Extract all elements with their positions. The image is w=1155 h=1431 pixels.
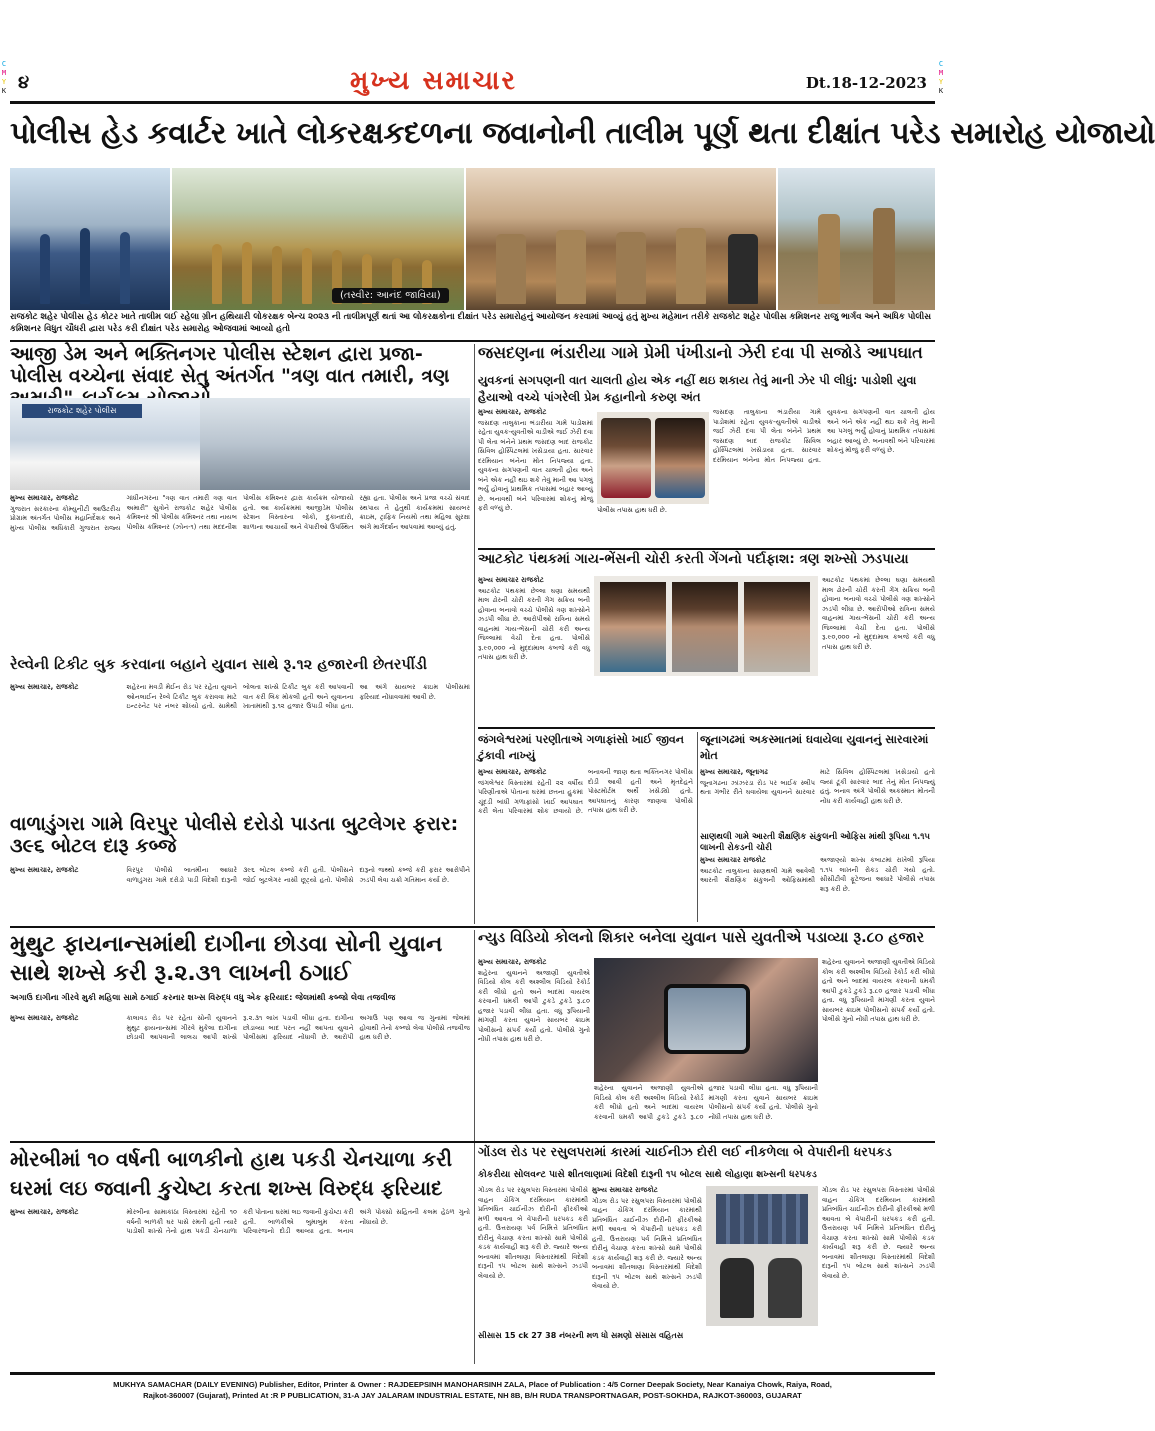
page-number: ૪	[18, 72, 30, 93]
registration-marks-left: C M Y K	[1, 60, 7, 95]
masthead	[10, 62, 935, 104]
award-photo	[778, 168, 935, 310]
lead-photo-strip	[10, 168, 935, 310]
jasdan-photo-caption: પોલીસ તપાસ હાથ ધરી છે.	[597, 506, 667, 514]
column-divider	[697, 732, 698, 922]
morbi-headline: મોરબીમાં ૧૦ વર્ષની બાળકીનો હાથ પકડી ચેનચાળા કરી ઘરમાં લઇ જવાની કુચેષ્ટા કરતા શખ્સ વિરુદ્ધ ફરિયાદ	[10, 1147, 453, 1200]
jungle-body: મુખ્ય સમાચાર, રાજકોટ જંગલેશ્વર વિસ્તારમાં રહેતી ૨૨ વર્ષીય પરિણીતાએ પોતાના ઘરમાં છતના હુકમાં ચૂંદડી બાંધી ગળાફાંસો ખાઈ આપઘાત કરી લેતા પરિવારમાં શોક છવાયો છે. બનાવની જાણ થતા ભક્તિનગર પોલીસ દોડી આવી હતી અને મૃતદેહને પોસ્ટમોર્ટમ અર્થે ખસેડ્યો હતો. આપઘાતનું કારણ જાણવા પોલીસે તપાસ હાથ ધરી છે.	[478, 768, 693, 815]
aji-byline: મુખ્ય સમાચાર, રાજકોટ	[10, 494, 79, 502]
jasdan-photos	[597, 412, 709, 504]
nude-call-body-left: મુખ્ય સમાચાર, રાજકોટ શહેરના યુવાનને અજાણી યુવતીએ વિડિયો કોલ કરી અશ્લીલ વિડિયો રેકોર્ડ કરી લીધો હતો અને બાદમાં વાયરલ કરવાની ધમકી આપી ટુકડે ટુકડે રૂ.૮૦ હજાર પડાવી લીધા હતા. વધુ રૂપિયાની માંગણી કરતા યુવાને સાયબર ક્રાઇમ પોલીસનો સંપર્ક કર્યો હતો. પોલીસે ગુનો નોંધી તપાસ હાથ ધરી છે.	[478, 958, 590, 1043]
jasdan-byline: મુખ્ય સમાચાર, રાજકોટ	[478, 408, 547, 416]
junagadh-headline: જૂનાગઢમાં અકસ્માતમાં ઘવાયેલા યુવાનનું સારવારમાં મોત	[700, 733, 929, 762]
imprint-line-1: MUKHYA SAMACHAR (DAILY EVENING) Publisher, Editor, Printer & Owner : RAJDEEPSINH MANOHARSINH ZALA, Place of Publication : 4/5 Corner Deepak Society, Near Kanaiya Chowk, Raiya, Road,	[113, 1380, 832, 1389]
savli-headline: સાણથલી ગામે આરતી શૈક્ષણિક સંકુલની ઓફિસ માંથી રૂપિયા ૧.૧૫ લાખની રોકડની ચોરી	[700, 832, 930, 853]
divider	[478, 727, 935, 729]
divider	[10, 1141, 935, 1143]
imprint-line-2: Rajkot-360007 (Gujarat), Printed At :R P PUBLICATION, 31-A JAY JALARAM INDUSTRIAL ESTATE, NH 8B, B/H RUDA TRANSPORTNAGAR, POST-SOKHDA, RAJKOT-360003, GUJARAT	[143, 1391, 802, 1400]
jasdan-body-right: જસદણ તાલુકાના ભંડારીયા ગામે પાડોશમાં રહેતા યુવક-યુવતીએ વાડીએ જઈ ઝેરી દવા પી લેતા બંનેને પ્રથમ જસદણ બાદ રાજકોટ સિવિલ હોસ્પિટલમાં ખસેડાયા હતા. સારવાર દરમિયાન બંનેના મોત નિપજ્યા હતા. યુવકના સગપણની વાત ચાલતી હોય અને બંને એક નહીં થઇ શકે તેવું માની આ પગલું ભર્યું હોવાનું પ્રાથમિક તપાસમાં બહાર આવ્યું છે. બનાવથી બંને પરિવારમાં શોકનું મોજું ફરી વળ્યું છે.	[713, 408, 935, 464]
muthoot-body: મુખ્ય સમાચાર, રાજકોટ કાલાવડ રોડ પર રહેતા સોની યુવાનને મુથુટ ફાયનાન્સમાં ગીરવે મુકેલા દાગીના છોડાવી આપવાની લાલચ આપી શખ્સે રૂ.૨.૩૧ લાખ પડાવી લીધા હતા. દાગીના છોડાવ્યા બાદ પરત નહીં આપતા યુવાને પોલીસમાં ફરિયાદ નોંધાવી છે. આરોપી અગાઉ પણ આવા જ ગુનામાં જેલમાં હોવાથી તેનો કબ્જો લેવા પોલીસે તજવીજ હાથ ધરી છે.	[10, 1014, 470, 1041]
registration-marks-right: C M Y K	[938, 60, 944, 95]
junagadh-byline: મુખ્ય સમાચાર, જૂનાગઢ	[700, 768, 768, 776]
muthoot-byline: મુખ્ય સમાચાર, રાજકોટ	[10, 1014, 79, 1022]
jasdan-headline: જસદણના ભંડારીયા ગામે પ્રેમી પંખીડાનો ઝેરી દવા પી સજોડે આપઘાત	[478, 343, 923, 362]
jungle-byline: મુખ્ય સમાચાર, રાજકોટ	[478, 768, 547, 776]
aji-event-photo	[10, 398, 470, 490]
column-divider	[474, 930, 475, 1364]
divider	[478, 548, 935, 550]
atkot-accused-photos	[594, 576, 818, 676]
gondal-footnote: સીસાસ 15 ck 27 38 નંબરની મળ ધો સમણો સંસાસ વહિતસ	[478, 1331, 684, 1340]
nude-call-headline: ન્યુડ વિડિયો કોલનો શિકાર બનેલા યુવાન પાસે યુવતીએ પડાવ્યા રૂ.૮૦ હજાર	[478, 930, 925, 946]
atkot-byline: મુખ્ય સમાચાર રાજકોટ	[478, 576, 544, 584]
atkot-body-right: આટકોટ પંથકમાં છેલ્લા ઘણા સમયથી માલ ઢોરની ચોરી કરતી ગેંગ સક્રિય બની હોવાના બનાવો વચ્ચે પોલીસે ત્રણ શખ્સોને ઝડપી લીધા છે. આરોપીઓ રાત્રિના સમયે વાહનમાં ગાય-ભેંસની ચોરી કરી અન્ય જિલ્લામાં વેચી દેતા હતા. પોલીસે રૂ.૯૦,૦૦૦ નો મુદ્દામાલ કબજે કરી વધુ તપાસ હાથ ધરી છે.	[822, 576, 935, 651]
railway-byline: મુખ્ય સમાચાર, રાજકોટ	[10, 683, 79, 691]
nude-call-body-right: શહેરના યુવાનને અજાણી યુવતીએ વિડિયો કોલ કરી અશ્લીલ વિડિયો રેકોર્ડ કરી લીધો હતો અને બાદમાં વાયરલ કરવાની ધમકી આપી ટુકડે ટુકડે રૂ.૮૦ હજાર પડાવી લીધા હતા. વધુ રૂપિયાની માંગણી કરતા યુવાને સાયબર ક્રાઇમ પોલીસનો સંપર્ક કર્યો હતો. પોલીસે ગુનો નોંધી તપાસ હાથ ધરી છે.	[822, 958, 935, 1023]
vadadungra-headline: વાળાડુંગરા ગામે વિરપુર પોલીસે દરોડો પાડતા બુટલેગર ફરાર: ૩૯૬ બોટલ દારૂ કબ્જે	[10, 813, 459, 857]
savli-byline: મુખ્ય સમાચાર રાજકોટ	[700, 856, 766, 864]
phone-video-call-image	[594, 958, 818, 1082]
gondal-body-left: ગોંડલ રોડ પર રસુલપરા વિસ્તારમાં પોલીસે વાહન ચેકિંગ દરમિયાન કારમાંથી પ્રતિબંધિત ચાઈનીઝ દોરીની ફીરકીઓ મળી આવતા બે વેપારીની ધરપકડ કરી હતી. ઉત્તરાયણ પર્વ નિમિત્તે પ્રતિબંધિત દોરીનું વેચાણ કરતા શખ્સો સામે પોલીસે કડક કાર્યવાહી શરૂ કરી છે. જ્યારે અન્ય બનાવમાં શીતલાણા વિસ્તારમાંથી વિદેશી દારૂની ૧૫ બોટલ સાથે શખ્સને ઝડપી લેવાયો છે.	[478, 1186, 588, 1280]
gondal-headline: ગોંડલ રોડ પર રસુલપરામાં કારમાં ચાઈનીઝ દોરી લઈ નીકળેલા બે વેપારીની ધરપકડ	[478, 1144, 892, 1159]
junagadh-body: મુખ્ય સમાચાર, જૂનાગઢ જૂનાગઢના ઝાંઝરડા રોડ પર બાઈક સ્લીપ થતા ગંભીર રીતે ઘવાયેલા યુવાનને સારવાર માટે સિવિલ હોસ્પિટલમાં ખસેડાયો હતો જ્યાં ટૂંકી સારવાર બાદ તેનું મોત નિપજ્યું હતું. બનાવ અંગે પોલીસે અકસ્માત મોતની નોંધ કરી કાર્યવાહી હાથ ધરી છે.	[700, 768, 935, 805]
column-divider	[474, 344, 475, 924]
lead-photo-caption: રાજકોટ શહેર પોલીસ હેડ કોટર ખાતે તાલીમ લઈ રહેલા ગ્રીન હથિયારી લોકરક્ષક બેન્ચ ૨૦૨૩ ની તાલીમપૂર્ણ થતાં આ લોકરક્ષકોના દીક્ષાંત પરેડ સમારોહનું આયોજન કરવામાં આવ્યું હતું મુખ્ય મહેમાન તરીકે રાજકોટ શહેર પોલીસ કમિશનર રાજુ ભાર્ગવ અને અધિક પોલીસ કમિશનર વિધુત ચૌધરી દ્વારા પરેડ કરી દીક્ષાંત પરેડ સમારોહ ઓજવામાં આવ્યો હતો	[10, 312, 932, 334]
muthoot-subhead: અગાઉ દાગીના ગીરવે મુકી મહિલા સામે ઠગાઈ કરનાર શખ્સ વિરુદ્ધ વધુ એક ફરિયાદ: જેલમાંથી કબ્જો લેવા તજવીજ	[10, 992, 396, 1002]
jasdan-subhead: યુવકનાં સગપણની વાત ચાલતી હોય એક નહીં થઇ શકાય તેવું માની ઝેર પી લીધું: પાડોશી યુવા હૈયાઓ વચ્ચે પાંગરેલી પ્રેમ કહાનીનો કરુણ અંત	[478, 373, 917, 404]
gondal-subhead: કોકરીયા સોલવન્ટ પાસે શીતલાણામાં વિદેશી દારૂની ૧૫ બોટલ સાથે લોહાણા શખ્સની ધરપકડ	[478, 1169, 817, 1180]
imprint-footer	[10, 1372, 935, 1401]
jasdan-body-left: મુખ્ય સમાચાર, રાજકોટ જસદણ તાલુકાના ભંડારીયા ગામે પાડોશમાં રહેતા યુવક-યુવતીએ વાડીએ જઈ ઝેરી દવા પી લેતા બંનેને પ્રથમ જસદણ બાદ રાજકોટ સિવિલ હોસ્પિટલમાં ખસેડાયા હતા. સારવાર દરમિયાન બંનેના મોત નિપજ્યા હતા. યુવકના સગપણની વાત ચાલતી હોય અને બંને એક નહીં થઇ શકે તેવું માની આ પગલું ભર્યું હોવાનું પ્રાથમિક તપાસમાં બહાર આવ્યું છે. બનાવથી બંને પરિવારમાં શોકનું મોજું ફરી વળ્યું છે.	[478, 408, 593, 512]
jungle-headline: જંગલેશ્વરમાં પરણીતાએ ગળાફાંસો ખાઈ જીવન ટુંકાવી નાખ્યું	[478, 733, 684, 762]
railway-body: મુખ્ય સમાચાર, રાજકોટ શહેરના મવડી મેઈન રોડ પર રહેતા યુવાને ઓનલાઈન રેલ્વે ટિકીટ બુક કરાવવા માટે ઇન્ટરનેટ પર નંબર શોધ્યો હતો. સામેથી બોલતા શખ્સે ટિકીટ બુક કરી આપવાની વાત કરી લિંક મોકલી હતી અને યુવાનના ખાતામાંથી રૂ.૧૨ હજાર ઉપાડી લીધા હતા. આ અંગે સાયબર ક્રાઇમ પોલીસમાં ફરિયાદ નોંધાવવામાં આવી છે.	[10, 683, 470, 710]
morbi-body: મુખ્ય સમાચાર, રાજકોટ મોરબીના સામાકાંઠા વિસ્તારમાં રહેતી ૧૦ વર્ષની બાળકી ઘર પાસે રમતી હતી ત્યારે પાડોશી શખ્સે તેનો હાથ પકડી ચેનચાળા કરી પોતાના ઘરમાં લઇ જવાની કુચેષ્ટા કરી હતી. બાળકીએ બુમાબુમ કરતા પરિવારજનો દોડી આવ્યા હતા. બનાવ અંગે પોક્સો સહિતની કલમ હેઠળ ગુનો નોંધાયો છે.	[10, 1208, 470, 1235]
issue-date: Dt.18-12-2023	[805, 74, 927, 92]
gondal-body-right: ગોંડલ રોડ પર રસુલપરા વિસ્તારમાં પોલીસે વાહન ચેકિંગ દરમિયાન કારમાંથી પ્રતિબંધિત ચાઈનીઝ દોરીની ફીરકીઓ મળી આવતા બે વેપારીની ધરપકડ કરી હતી. ઉત્તરાયણ પર્વ નિમિત્તે પ્રતિબંધિત દોરીનું વેચાણ કરતા શખ્સો સામે પોલીસે કડક કાર્યવાહી શરૂ કરી છે. જ્યારે અન્ય બનાવમાં શીતલાણા વિસ્તારમાંથી વિદેશી દારૂની ૧૫ બોટલ સાથે શખ્સને ઝડપી લેવાયો છે.	[822, 1186, 935, 1280]
dignitaries-photo	[466, 168, 776, 310]
photo-credit: (તસ્વીર: આનંદ જાવિયા)	[332, 288, 449, 303]
vadadungra-body: મુખ્ય સમાચાર, રાજકોટ વિરપુર પોલીસે બાતમીના આધારે વાળાડુંગરા ગામે દરોડો પાડી વિદેશી દારૂની ૩૯૬ બોટલ કબ્જે કરી હતી. પોલીસને જોઈ બુટલેગર નાસી છૂટ્યો હતો. પોલીસે દારૂનો જથ્થો કબ્જે કરી ફરાર આરોપીને ઝડપી લેવા ચક્રો ગતિમાન કર્યા છે.	[10, 866, 470, 884]
atkot-headline: આટકોટ પંથકમાં ગાય-ભેંસની ચોરી કરતી ગેંગનો પર્દાફાશ: ત્રણ શખ્સો ઝડપાયા	[478, 551, 909, 567]
parade-photo-1	[10, 168, 170, 310]
atkot-body-left: મુખ્ય સમાચાર રાજકોટ આટકોટ પંથકમાં છેલ્લા ઘણા સમયથી માલ ઢોરની ચોરી કરતી ગેંગ સક્રિય બની હોવાના બનાવો વચ્ચે પોલીસે ત્રણ શખ્સોને ઝડપી લીધા છે. આરોપીઓ રાત્રિના સમયે વાહનમાં ગાય-ભેંસની ચોરી કરી અન્ય જિલ્લામાં વેચી દેતા હતા. પોલીસે રૂ.૯૦,૦૦૦ નો મુદ્દામાલ કબજે કરી વધુ તપાસ હાથ ધરી છે.	[478, 576, 590, 661]
nude-call-body-middle: શહેરના યુવાનને અજાણી યુવતીએ વિડિયો કોલ કરી અશ્લીલ વિડિયો રેકોર્ડ કરી લીધો હતો અને બાદમાં વાયરલ કરવાની ધમકી આપી ટુકડે ટુકડે રૂ.૮૦ હજાર પડાવી લીધા હતા. વધુ રૂપિયાની માંગણી કરતા યુવાને સાયબર ક્રાઇમ પોલીસનો સંપર્ક કર્યો હતો. પોલીસે ગુનો નોંધી તપાસ હાથ ધરી છે.	[594, 1084, 818, 1121]
gondal-byline: મુખ્ય સમાચાર રાજકોટ	[592, 1186, 658, 1194]
aji-body: મુખ્ય સમાચાર, રાજકોટ ગુજરાત સરકારના કોમ્યુનીટી આઉટરીચ પ્રોગ્રામ અંતર્ગત પોલીસ મહાનિર્દેશક અને મુખ્ય પોલીસ અધિકારી ગુજરાત રાજ્ય ગાંધીનગરના "ત્રણ વાત તમારી ત્રણ વાત અમારી" સુત્રોને રાજકોટ શહેર પોલીસ કમિશ્નર શ્રી પોલીસ કમિશ્નર તથા નાયબ પોલીસ કમિશ્નર (ઝોન-૧) તથા મદદનીશ પોલીસ કમિશ્નર દ્વારા કાર્યક્રમ યોજાયો હતો. આ કાર્યક્રમમાં આજીડેમ પોલીસ સ્ટેશન વિસ્તારના લોકો, દુકાનદારો, શાળાના આચાર્યો અને વેપારીઓ ઉપસ્થિત રહ્યા હતા. પોલીસ અને પ્રજા વચ્ચે સંવાદ સ્થપાય તે હેતુથી કાર્યક્રમમાં સાયબર ક્રાઇમ, ટ્રાફિક નિયમો તથા મહિલા સુરક્ષા અંગે માર્ગદર્શન આપવામાં આવ્યું હતું.	[10, 494, 470, 532]
railway-headline: રેલ્વેની ટિકીટ બુક કરવાના બહાને યુવાન સાથે રૂ.૧૨ હજારની છેતરપીંડી	[10, 657, 428, 673]
vadadungra-byline: મુખ્ય સમાચાર, રાજકોટ	[10, 866, 79, 874]
muthoot-headline: મુથુટ ફાયનાન્સમાંથી દાગીના છોડવા સોની યુવાન સાથે શખ્સે કરી રૂ.૨.૩૧ લાખની ઠગાઈ	[10, 932, 443, 986]
gondal-body-middle: મુખ્ય સમાચાર રાજકોટ ગોંડલ રોડ પર રસુલપરા વિસ્તારમાં પોલીસે વાહન ચેકિંગ દરમિયાન કારમાંથી પ્રતિબંધિત ચાઈનીઝ દોરીની ફીરકીઓ મળી આવતા બે વેપારીની ધરપકડ કરી હતી. ઉત્તરાયણ પર્વ નિમિત્તે પ્રતિબંધિત દોરીનું વેચાણ કરતા શખ્સો સામે પોલીસે કડક કાર્યવાહી શરૂ કરી છે. જ્યારે અન્ય બનાવમાં શીતલાણા વિસ્તારમાંથી વિદેશી દારૂની ૧૫ બોટલ સાથે શખ્સને ઝડપી લેવાયો છે.	[592, 1186, 702, 1290]
nude-call-byline: મુખ્ય સમાચાર, રાજકોટ	[478, 958, 547, 966]
aji-banner: રાજકોટ શહેર પોલીસ	[22, 404, 142, 418]
aji-headline: આજી ડેમ અને ભક્તિનગર પોલીસ સ્ટેશન દ્વારા પ્રજા-પોલીસ વચ્ચેના સંવાદ સેતુ અંતર્ગત "ત્રણ વાત તમારી, ત્રણ	[10, 343, 450, 387]
savli-body: મુખ્ય સમાચાર રાજકોટ આટકોટ તાલુકાના સાણથલી ગામે આવેલી આરતી શૈક્ષણિક સંકુલની ઓફિસમાંથી અજાણ્યો શખ્સ કબાટમાં રાખેલી રૂપિયા ૧.૧૫ લાખની રોકડ ચોરી ગયો હતો. સીસીટીવી ફૂટેજના આધારે પોલીસે તપાસ શરૂ કરી છે.	[700, 856, 935, 893]
lead-headline: પોલીસ હેડ કવાર્ટર ખાતે લોકરક્ષકદળના જવાનોની તાલીમ પૂર્ણ થતા દીક્ષાંત પરેડ સમારોહ યોજાયો	[10, 116, 1155, 151]
divider	[10, 340, 935, 342]
divider	[10, 926, 935, 928]
seized-goods-photo	[706, 1186, 818, 1326]
section-title: મુખ્ય સમાચાર	[350, 66, 517, 96]
morbi-byline: મુખ્ય સમાચાર, રાજકોટ	[10, 1208, 79, 1216]
